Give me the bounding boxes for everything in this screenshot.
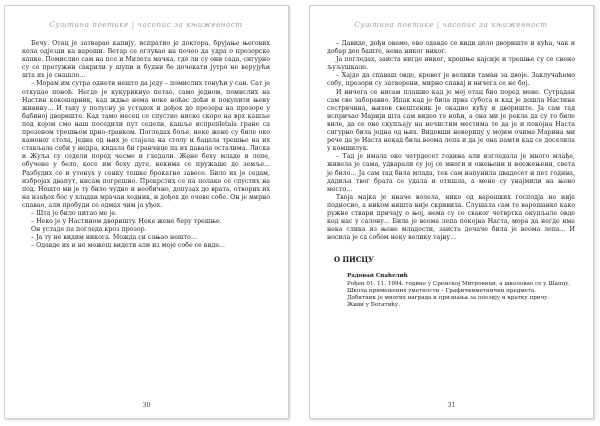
left-page — [4, 5, 289, 419]
running-head: Суштина поетике | часопис за књижевност — [354, 21, 548, 29]
story-text — [327, 40, 575, 242]
paragraph: Твоја мајка је иначе волела, нико од варошких господја не није подносио, а ником ништа није скривила. Слушала сам те варошанке како ружне ствари причају о њој, нема су се сваког четвртка окупљале овде код нас у салону... Била је веома лепа покојна Наста, мора да негде има нека слика из њене младости, заиста дечаче била је веома лепа... И носила је са собом неку велику тајну... — [327, 193, 575, 242]
running-head: Суштина поетике | часопис за књижевност — [49, 21, 243, 29]
paragraph: – Неко је у Настином двориштy. Неке жене беру трешње. — [31, 218, 222, 226]
author-bio — [347, 273, 575, 309]
paragraph: Он устаде па поглeда кроз прозор. — [31, 226, 147, 234]
story-text — [22, 40, 270, 250]
bio-line: Живи у Богатићу. — [347, 302, 400, 309]
page-number: 31 — [447, 401, 456, 409]
bio-line: Рођен 01. 11. 1994. године у Сремској Митровици, а школовао се у Шапцу, Школа примењених уметности – Графичкиметнички предмета. — [347, 280, 571, 294]
paragraph: Бечу. Отац је затварао капију, испратио је доктора, брујање његових кола одјезди ка вароши. Ветар се оглувао на почео да удра о прозорске капке. Помислио сам на псе и Милета мачка, где ли су они сада, сигурно су се претужни сакрили у шупи и будни бе дочекати јутро не верујући шта их је снашло... — [22, 40, 270, 80]
paragraph: – Одавде их и не можеш видети али из моје собе се виде... — [31, 242, 226, 250]
paragraph: – Давиде, дођи овамо, ево одавде се види цело двориште и кућа, чак и добар део баште, нема никог никог. — [327, 40, 575, 56]
paragraph: – Тад је имала око четрдесет година али изгледала је много млађе, живела је сама, удварали су јој се многи и ожењени и неожењени, света је било... Ја сам тад била млада, тек сам напунила двадесет и пет година, дадиља твог брата сe удала и отишла, а мене су унајмили на њено место... — [327, 153, 575, 193]
paragraph: – Ја ту не видим никога. Можда си сањао нешто... — [31, 234, 197, 242]
paragraph: – Морам им сутра однети нешто да једу – помислих тонући у сан. Сат је откуцао поноћ. Негде је кукурикнуо петао, само једном, помислих на Настин кокошарник, кад ждње нема ноке ноћас доћи и покупити њену живину... И таку у полусну ја устадох и дођох до прозора на прозоре у бабиној двориште. Кад тамо месец се спустио ниско скоро на врх кашље под којом смо наш поседили пут седели, кашље испрепletala гране са прозеном трешњом црно-травком. Погледах боље, неке жене су биле око каменог стола, једна од њих је стајала на столу и бацала трешње на их стављала себи у недра, кидала би гранчице па их давала осталима. Лиска и Жуља су седели поред чесме и гледали. Жене беху младе и лепе, обучене у бело, косе им беху дуге, некима се пружаше до земље... Разбудих се и утонух у сенку тешке брокатне завесе. Било их је седам, избројах двапут, нисам погрешио. Прекрстих се па полако се спустих на под. Нешто ми је ту било чудно и необично, допузах до врата, отворих их на изађох бос у хладан мрачан ходник, и дођох до очеве собе. Он је мирно спавао, али пробуди се одмах чим ја уђох. — [22, 80, 270, 209]
paragraph: Ја погледах, заиста нигде никог, крошње кајсије и трешње су се снено љуљушкале. — [327, 56, 575, 72]
paragraph: – Шта је било питао ме је. — [31, 209, 118, 217]
bio-line: Добитник је многих награда и признања за поезију и кратку причу. — [347, 294, 550, 301]
right-page — [309, 5, 594, 419]
about-author-heading: О ПИСЦУ — [334, 255, 374, 265]
page-number: 30 — [142, 401, 151, 409]
right-page-content — [327, 21, 575, 398]
paragraph: И ничега се нисам плашио кад је мој отац био поред мене. Сутрадан сам све заборавио. Ипак кад је била прва субота и кад је дошла Настина сестричина, њихов свештеник је окадио кућу и двориште. Ја сам тад испричао Марији шта сам видео те ноћи, а она ми је рекла да су то биле виле, да се оне скупљају на нечистим местима те да је и покојна Наста сигурно била једна од њих. Видевши неверицу у мојим очима Марина ми рече да је Наста некад била веома лепа и да је она памти кад се доселила у комшилук. — [327, 88, 575, 153]
paragraph: – Хајде да спаваш овде, кревет је велики таман за двоје. Заклучаћемо собу, прозори су затворени, мирно спавај и ничега се не бој. — [327, 72, 575, 88]
left-page-content — [22, 21, 270, 398]
author-name: Радован Спаћелић — [347, 273, 408, 280]
